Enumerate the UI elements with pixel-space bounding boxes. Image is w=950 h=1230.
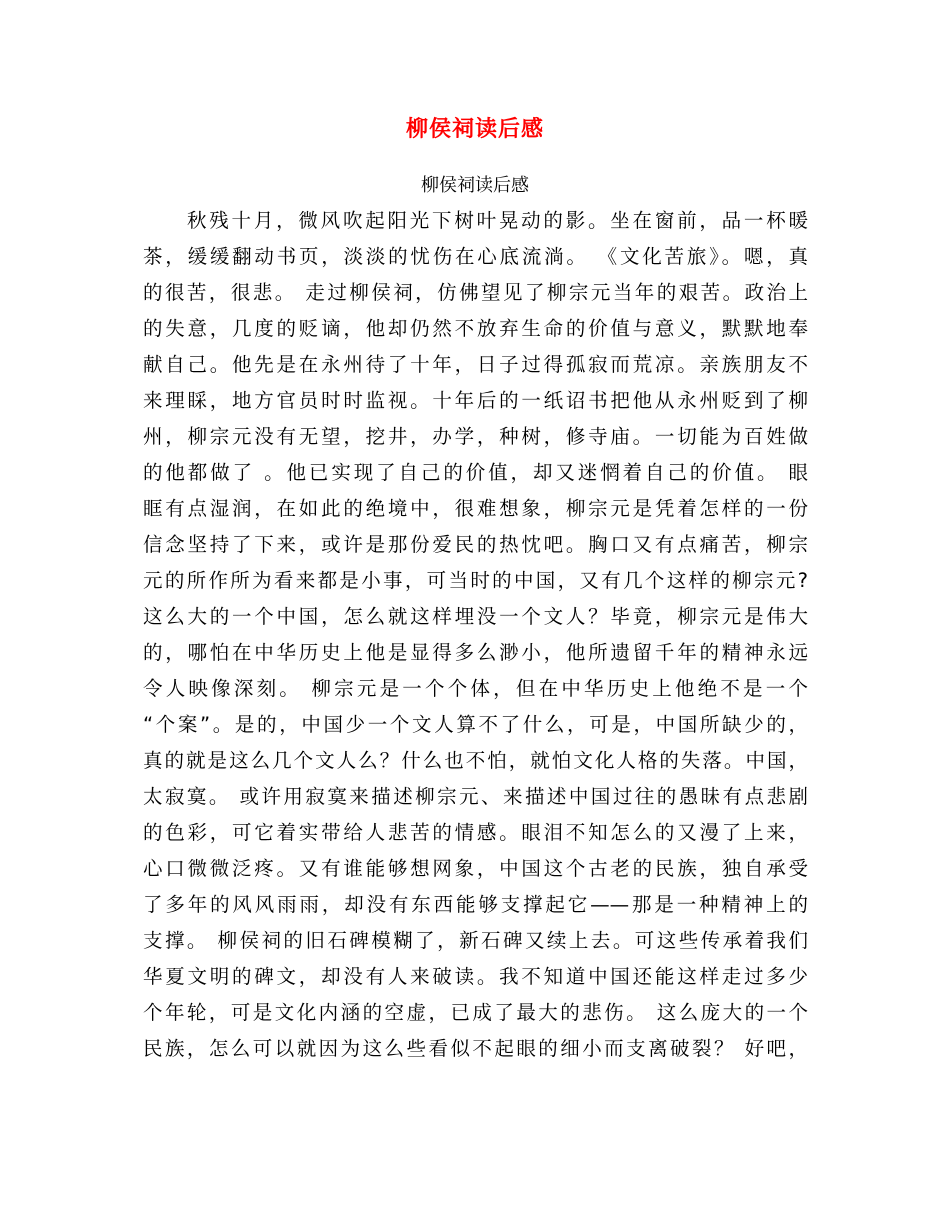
body-line: “个案”。是的，中国少一个文人算不了什么，可是，中国所缺少的， — [143, 713, 808, 736]
body-line: 令人映像深刻。 柳宗元是一个个体，但在中华历史上他绝不是一个 — [143, 677, 808, 700]
body-line: 州，柳宗元没有无望，挖井，办学，种树，修寺庙。一切能为百姓做 — [143, 425, 808, 448]
body-line: 这么大的一个中国，怎么就这样埋没一个文人？毕竟，柳宗元是伟大 — [143, 605, 808, 628]
body-line: 华夏文明的碑文，却没有人来破读。我不知道中国还能这样走过多少 — [143, 965, 808, 988]
body-line: 眶有点湿润，在如此的绝境中，很难想象，柳宗元是凭着怎样的一份 — [143, 497, 808, 520]
body-line: 心口微微泛疼。又有谁能够想网象，中国这个古老的民族，独自承受 — [143, 857, 808, 880]
body-line: 的很苦，很悲。 走过柳侯祠，仿佛望见了柳宗元当年的艰苦。政治上 — [143, 281, 808, 304]
document-title: 柳侯祠读后感 — [405, 117, 544, 142]
body-line: 了多年的风风雨雨，却没有东西能够支撑起它——那是一种精神上的 — [143, 893, 808, 916]
body-line: 的，哪怕在中华历史上他是显得多么渺小，他所遗留千年的精神永远 — [143, 641, 808, 664]
body-line: 真的就是这么几个文人么？什么也不怕，就怕文化人格的失落。中国， — [143, 749, 808, 772]
body-line: 茶，缓缓翻动书页，淡淡的忧伤在心底流淌。 《文化苦旅》。嗯，真 — [143, 245, 808, 268]
body-line: 的他都做了 。他已实现了自己的价值，却又迷惘着自己的价值。 眼 — [143, 461, 808, 484]
body-line: 的色彩，可它着实带给人悲苦的情感。眼泪不知怎么的又漫了上来， — [143, 821, 808, 844]
body-line: 献自己。他先是在永州待了十年，日子过得孤寂而荒凉。亲族朋友不 — [143, 353, 808, 376]
body-line: 个年轮，可是文化内涵的空虚，已成了最大的悲伤。 这么庞大的一个 — [143, 1001, 808, 1024]
body-line: 民族，怎么可以就因为这么些看似不起眼的细小而支离破裂？ 好吧， — [143, 1037, 808, 1060]
body-line: 的失意，几度的贬谪，他却仍然不放弃生命的价值与意义，默默地奉 — [143, 317, 808, 340]
body-line: 支撑。 柳侯祠的旧石碑模糊了，新石碑又续上去。可这些传承着我们 — [143, 929, 808, 952]
body-line: 太寂寞。 或许用寂寞来描述柳宗元、来描述中国过往的愚昧有点悲剧 — [143, 785, 808, 808]
body-line: 秋残十月，微风吹起阳光下树叶晃动的影。坐在窗前，品一杯暖 — [187, 209, 808, 232]
document-subtitle: 柳侯祠读后感 — [421, 175, 529, 196]
body-line: 元的所作所为看来都是小事，可当时的中国，又有几个这样的柳宗元? — [143, 569, 808, 592]
body-line: 信念坚持了下来，或许是那份爱民的热忱吧。胸口又有点痛苦，柳宗 — [143, 533, 808, 556]
body-line: 来理睬，地方官员时时监视。十年后的一纸诏书把他从永州贬到了柳 — [143, 389, 808, 412]
